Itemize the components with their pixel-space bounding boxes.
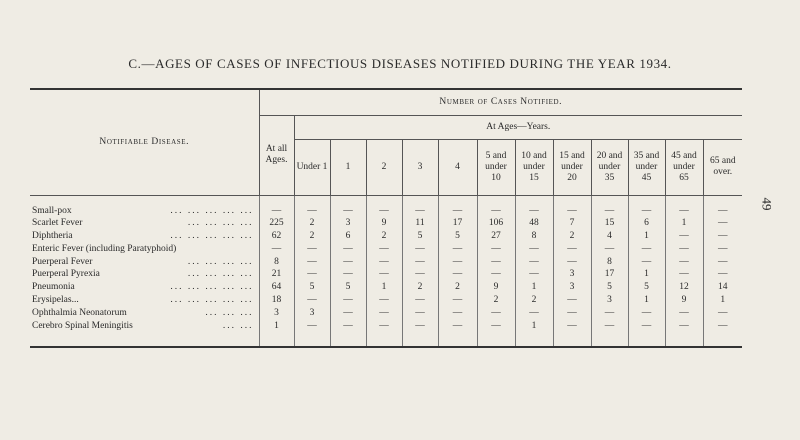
table-row	[30, 217, 742, 230]
leader-dots: ... ... ... ...	[187, 218, 254, 229]
disease-name	[30, 217, 259, 230]
all-ages-cell: 225	[259, 217, 294, 230]
age-cell: —	[366, 307, 402, 320]
leader-dots: ... ...	[222, 320, 254, 331]
age-cell: —	[477, 320, 515, 347]
age-cell: —	[665, 268, 703, 281]
at-ages-header: At Ages—Years.	[294, 115, 742, 139]
age-cell: —	[477, 256, 515, 269]
rule-cell	[665, 346, 703, 347]
age-cell: —	[438, 320, 477, 347]
age-cell: 17	[591, 268, 628, 281]
age-cell: —	[665, 243, 703, 256]
age-cell: —	[438, 307, 477, 320]
disease-label: Ophthalmia Neonatorum	[32, 307, 127, 318]
disease-name	[30, 243, 259, 256]
age-cell: —	[402, 256, 438, 269]
age-cell: —	[402, 294, 438, 307]
age-cell: —	[718, 307, 728, 318]
rule-cell	[30, 346, 259, 347]
age-cell: —	[515, 243, 553, 256]
age-cell: —	[718, 320, 728, 331]
all-ages-cell: —	[259, 243, 294, 256]
age-cell: 5	[402, 230, 438, 243]
age-header: 45 and under 65	[665, 139, 703, 195]
age-cell: —	[366, 195, 402, 217]
age-cell: 1	[628, 294, 665, 307]
age-cell: —	[330, 320, 366, 347]
age-cell: —	[718, 243, 728, 254]
age-cell: —	[294, 320, 330, 347]
age-cell: —	[402, 307, 438, 320]
age-cell: 11	[402, 217, 438, 230]
all-ages-cell: 21	[259, 268, 294, 281]
age-cell: —	[366, 294, 402, 307]
age-cell: 2	[294, 217, 330, 230]
disease-label: Puerperal Pyrexia	[32, 269, 100, 280]
age-cell: 8	[515, 230, 553, 243]
all-ages-header: At all Ages.	[259, 115, 294, 195]
age-cell: 6	[628, 217, 665, 230]
age-cell: 2	[366, 230, 402, 243]
age-header: 15 and under 20	[553, 139, 591, 195]
age-cell: —	[553, 195, 591, 217]
table-row	[30, 281, 742, 294]
table-row	[30, 230, 742, 243]
age-cell: —	[515, 307, 553, 320]
age-cell: 1	[515, 320, 553, 347]
leader-dots: ... ... ... ...	[187, 269, 254, 280]
table-row	[30, 307, 742, 320]
age-cell: —	[294, 256, 330, 269]
age-cell: 12	[665, 281, 703, 294]
age-cell: —	[515, 256, 553, 269]
disease-label: Small-pox	[32, 205, 72, 216]
age-cell: —	[718, 269, 728, 280]
age-cell: —	[294, 243, 330, 256]
age-cell: —	[294, 294, 330, 307]
age-cell: —	[591, 320, 628, 347]
age-cell: —	[553, 307, 591, 320]
rule-cell	[553, 346, 591, 347]
disease-name	[30, 307, 259, 320]
age-cell: —	[438, 268, 477, 281]
age-cell: —	[553, 243, 591, 256]
age-header: 65 and over.	[703, 139, 742, 195]
age-cell: —	[718, 256, 728, 267]
disease-name	[30, 256, 259, 269]
age-cell: 5	[628, 281, 665, 294]
age-cell: —	[628, 243, 665, 256]
age-cell: 3	[553, 281, 591, 294]
age-cell: 1	[515, 281, 553, 294]
age-header: Under 1	[294, 139, 330, 195]
leader-dots: ... ... ... ... ...	[170, 295, 254, 306]
age-header: 5 and under 10	[477, 139, 515, 195]
age-cell: 2	[438, 281, 477, 294]
age-cell: 2	[294, 230, 330, 243]
table-row	[30, 195, 742, 217]
age-cell: —	[477, 195, 515, 217]
disease-name	[30, 268, 259, 281]
age-cell: 3	[294, 307, 330, 320]
table-row	[30, 243, 742, 256]
table-row	[30, 268, 742, 281]
age-cell: —	[438, 294, 477, 307]
table-row	[30, 256, 742, 269]
age-cell: —	[718, 218, 728, 229]
age-cell: —	[477, 268, 515, 281]
rule-cell	[366, 346, 402, 347]
age-cell: 2	[477, 294, 515, 307]
age-cell: 3	[591, 294, 628, 307]
ages-table	[30, 88, 742, 348]
age-cell: —	[665, 320, 703, 347]
age-cell: —	[553, 320, 591, 347]
page-title: C.—AGES OF CASES OF INFECTIOUS DISEASES NOTIFIED DURING THE YEAR 1934.	[128, 56, 672, 71]
age-cell: —	[628, 256, 665, 269]
leader-dots: ... ... ...	[205, 307, 254, 318]
all-ages-cell: 18	[259, 294, 294, 307]
rule-cell	[591, 346, 628, 347]
age-cell: —	[591, 195, 628, 217]
age-cell: 14	[718, 282, 728, 293]
disease-name	[30, 195, 259, 217]
age-cell: 2	[515, 294, 553, 307]
age-cell: 27	[477, 230, 515, 243]
age-cell: 17	[438, 217, 477, 230]
disease-name	[30, 230, 259, 243]
rule-cell	[294, 346, 330, 347]
age-cell: —	[402, 195, 438, 217]
age-cell: —	[330, 307, 366, 320]
page-number: 49	[759, 197, 775, 211]
age-cell: —	[515, 195, 553, 217]
age-cell: —	[366, 268, 402, 281]
age-cell: 5	[438, 230, 477, 243]
age-cell: 5	[330, 281, 366, 294]
rule-cell	[259, 346, 294, 347]
leader-dots: ... ... ... ... ...	[170, 282, 254, 293]
all-ages-cell: 1	[259, 320, 294, 347]
age-cell: —	[366, 320, 402, 347]
age-cell: 3	[553, 268, 591, 281]
age-cell: —	[294, 195, 330, 217]
age-cell: —	[438, 195, 477, 217]
disease-label: Enteric Fever (including Paratyphoid)	[32, 243, 177, 254]
age-cell: —	[330, 256, 366, 269]
age-cell: —	[438, 243, 477, 256]
age-cell: 1	[720, 295, 726, 306]
age-cell: 2	[402, 281, 438, 294]
number-of-cases-header: Number of Cases Notified.	[259, 89, 742, 115]
table-row	[30, 320, 742, 347]
leader-dots: ... ... ... ...	[187, 256, 254, 267]
age-header: 10 and under 15	[515, 139, 553, 195]
age-cell: —	[665, 307, 703, 320]
age-cell: 7	[553, 217, 591, 230]
age-cell: 9	[665, 294, 703, 307]
age-cell: —	[402, 243, 438, 256]
age-cell: —	[477, 243, 515, 256]
age-cell: —	[628, 320, 665, 347]
age-cell: —	[718, 231, 728, 242]
age-cell: —	[628, 307, 665, 320]
rule-cell	[402, 346, 438, 347]
age-cell: 8	[591, 256, 628, 269]
age-cell: —	[402, 320, 438, 347]
age-cell: —	[366, 256, 402, 269]
age-cell: —	[591, 243, 628, 256]
age-header: 4	[438, 139, 477, 195]
age-cell: 6	[330, 230, 366, 243]
age-cell: —	[591, 307, 628, 320]
age-cell: 1	[665, 217, 703, 230]
age-cell: —	[718, 205, 728, 216]
rule-cell	[515, 346, 553, 347]
age-header: 3	[402, 139, 438, 195]
age-cell: —	[553, 256, 591, 269]
age-cell: —	[553, 294, 591, 307]
disease-label: Pneumonia	[32, 282, 75, 293]
table-bottom-rule	[30, 346, 742, 347]
age-header: 35 and under 45	[628, 139, 665, 195]
age-cell: 1	[366, 281, 402, 294]
rule-cell	[477, 346, 515, 347]
all-ages-cell: 8	[259, 256, 294, 269]
all-ages-cell: 64	[259, 281, 294, 294]
rule-cell	[438, 346, 477, 347]
age-cell: —	[438, 256, 477, 269]
all-ages-cell: 3	[259, 307, 294, 320]
all-ages-cell: —	[259, 195, 294, 217]
disease-label: Puerperal Fever	[32, 256, 93, 267]
age-cell: —	[665, 256, 703, 269]
age-cell: —	[294, 268, 330, 281]
age-cell: —	[366, 243, 402, 256]
age-header: 20 and under 35	[591, 139, 628, 195]
disease-name	[30, 294, 259, 307]
rule-cell	[703, 346, 742, 347]
age-cell: 48	[515, 217, 553, 230]
age-cell: —	[665, 230, 703, 243]
age-cell: 5	[294, 281, 330, 294]
rule-cell	[628, 346, 665, 347]
age-cell: 9	[366, 217, 402, 230]
disease-label: Erysipelas...	[32, 295, 79, 306]
table-row	[30, 294, 742, 307]
age-cell: 3	[330, 217, 366, 230]
age-cell: 2	[553, 230, 591, 243]
all-ages-cell: 62	[259, 230, 294, 243]
age-cell: —	[477, 307, 515, 320]
age-cell: —	[402, 268, 438, 281]
leader-dots: ... ... ... ... ...	[170, 231, 254, 242]
age-cell: 5	[591, 281, 628, 294]
age-cell: 4	[591, 230, 628, 243]
age-cell: 1	[628, 268, 665, 281]
rule-cell	[330, 346, 366, 347]
age-cell: —	[330, 294, 366, 307]
age-cell: —	[330, 195, 366, 217]
age-cell: 1	[628, 230, 665, 243]
age-cell: —	[665, 195, 703, 217]
disease-label: Scarlet Fever	[32, 218, 83, 229]
age-header: 1	[330, 139, 366, 195]
notifiable-disease-header: Notifiable Disease.	[30, 89, 259, 195]
disease-label: Cerebro Spinal Meningitis	[32, 320, 133, 331]
age-cell: —	[628, 195, 665, 217]
disease-label: Diphtheria	[32, 231, 73, 242]
disease-name	[30, 320, 259, 347]
age-cell: —	[330, 243, 366, 256]
age-cell: —	[515, 268, 553, 281]
age-cell: —	[330, 268, 366, 281]
age-cell: 106	[477, 217, 515, 230]
leader-dots: ... ... ... ... ...	[170, 205, 254, 216]
disease-name	[30, 281, 259, 294]
age-cell: 15	[591, 217, 628, 230]
age-cell: 9	[477, 281, 515, 294]
age-header: 2	[366, 139, 402, 195]
